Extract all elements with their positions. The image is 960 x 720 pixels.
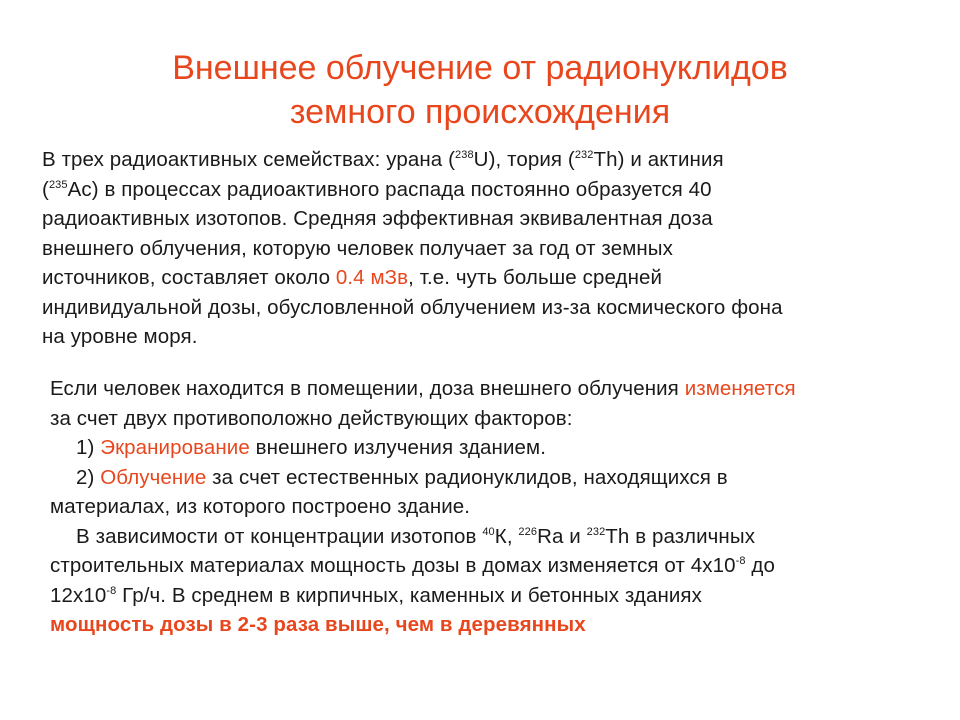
text-line: Если человек находится в помещении, доза внешнего облучения изменяется: [50, 377, 796, 400]
text-line: строительных материалах мощность дозы в домах изменяется от $4х10^{-8}$ до: [50, 554, 775, 577]
text-line: внешнего облучения, которую человек получает за год от земных: [42, 236, 673, 260]
text-line: за счет двух противоположно действующих факторов:: [50, 406, 573, 430]
title-line-2: земного происхождения: [289, 93, 671, 131]
superscript: 235: [48, 178, 68, 191]
superscript: 232: [574, 149, 594, 161]
paragraph-radioactive-families: [42, 145, 922, 352]
shielding-highlight: Экранирование: [100, 436, 250, 459]
list-item: 1) Экранирование внешнего излучения зданием.: [76, 436, 547, 459]
text-line: В трех радиоактивных семействах: урана ($^{238}$U), тория ($^{232}$Th) и актиния: [42, 148, 724, 171]
text-line: на уровне моря.: [42, 325, 198, 348]
superscript: 238: [455, 149, 474, 161]
slide-title: [0, 46, 960, 134]
text-line: ($^{235}$Ac) в процессах радиоактивного распада постоянно образуется 40: [42, 177, 712, 201]
dose-highlight: 0.4 мЗв: [335, 266, 409, 289]
list-item: 2) Облучение за счет естественных радионуклидов, находящихся в: [76, 465, 728, 489]
paragraph-indoor-exposure: [50, 374, 930, 640]
text-line: радиоактивных изотопов. Средняя эффективная эквивалентная доза: [42, 207, 713, 230]
text-line: источников, составляет около 0.4 мЗв, т.е. чуть больше средней: [42, 266, 663, 289]
text-line: $12х10^{-8}$ Гр/ч. В среднем в кирпичных, каменных и бетонных зданиях: [50, 583, 702, 607]
text-line: индивидуальной дозы, обусловленной облучением из-за космического фона: [42, 295, 783, 319]
conclusion-highlight: мощность дозы в 2-3 раза выше, чем в деревянных: [50, 613, 586, 636]
irradiation-highlight: Облучение: [100, 465, 207, 489]
text-line: В зависимости от концентрации изотопов $^{40}$К, $^{226}$Ra и $^{232}$Th в различных: [76, 524, 756, 548]
changes-highlight: изменяется: [684, 377, 796, 400]
title-line-1: Внешнее облучение от радионуклидов: [172, 49, 788, 87]
text-line: материалах, из которого построено здание.: [50, 495, 471, 518]
